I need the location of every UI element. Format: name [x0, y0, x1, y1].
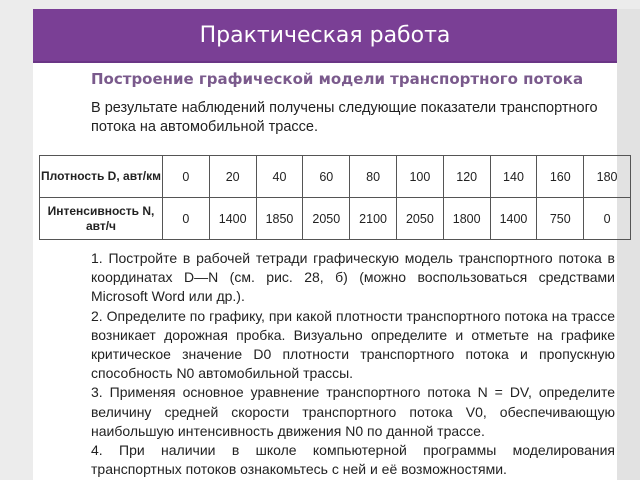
table-cell: 1800: [443, 198, 490, 240]
table-cell: 140: [490, 156, 537, 198]
table-cell: 20: [209, 156, 256, 198]
data-table: [39, 155, 631, 240]
section-heading: Построение графической модели транспортного потока: [91, 70, 584, 88]
table-cell: 0: [584, 198, 631, 240]
task-1: 1. Постройте в рабочей тетради графическую модель транспортного потока в координатах D—N (см. рис. 28, б) (можно воспользоваться средствами Microsoft Word или др.).: [91, 250, 615, 305]
table-cell: 60: [303, 156, 350, 198]
task-4: 4. При наличии в школе компьютерной программы моделирования транспортных потоков ознакомьтесь с ней и её возможностями.: [91, 442, 615, 478]
row-label-density: Плотность D, авт/км: [40, 156, 163, 198]
task-list: [91, 249, 615, 479]
table-cell: 1400: [490, 198, 537, 240]
task-2: 2. Определите по графику, при какой плотности транспортного потока на трассе возникает дорожная пробка. Визуально определите и отметьте на графике критическое значение D0 плотности транспортного потока и пропускную способность N0 автомобильной трассы.: [91, 307, 615, 382]
table-cell: 80: [350, 156, 397, 198]
table-cell: 180: [584, 156, 631, 198]
table-cell: 2050: [396, 198, 443, 240]
row-label-intensity: Интенсивность N, авт/ч: [40, 198, 163, 240]
table-cell: 0: [163, 156, 210, 198]
table-cell: 40: [256, 156, 303, 198]
slide: [33, 9, 617, 480]
title-bar: [33, 9, 617, 63]
slide-title: Практическая работа: [199, 23, 451, 48]
intro-text: В результате наблюдений получены следующие показатели транспортного потока на автомобильной трассе.: [91, 100, 598, 135]
table-cell: 1850: [256, 198, 303, 240]
table-cell: 100: [396, 156, 443, 198]
table-cell: 160: [537, 156, 584, 198]
table-cell: 750: [537, 198, 584, 240]
table-row-intensity: [40, 198, 631, 240]
table-cell: 2100: [350, 198, 397, 240]
frame-edge: [617, 9, 640, 480]
table-cell: 0: [163, 198, 210, 240]
table-row-density: [40, 156, 631, 198]
table-cell: 120: [443, 156, 490, 198]
table-cell: 1400: [209, 198, 256, 240]
table-cell: 2050: [303, 198, 350, 240]
task-3: 3. Применяя основное уравнение транспортного потока N = DV, определите величину средней скорости транспортного потока V0, обеспечивающую наибольшую интенсивность движения N0 по данной трассе.: [91, 384, 615, 439]
